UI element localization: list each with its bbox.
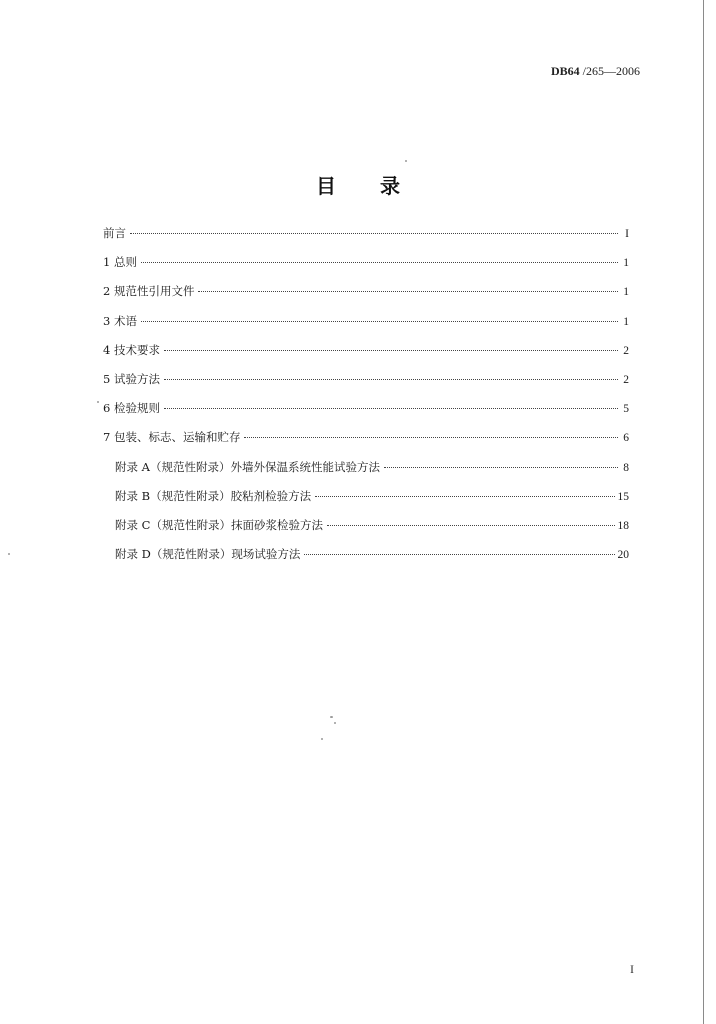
standard-code-prefix: DB64	[550, 64, 580, 78]
toc-entry[interactable]	[103, 399, 629, 428]
toc-entry[interactable]	[103, 282, 629, 311]
toc-entry-page: 1	[623, 257, 629, 270]
toc-entry-label: 1 总则	[103, 255, 137, 270]
toc-entry-label: 2 规范性引用文件	[103, 284, 195, 299]
toc-entry[interactable]	[103, 487, 629, 516]
toc-leader-dots	[198, 279, 618, 292]
toc-leader-dots	[130, 221, 618, 234]
toc-leader-dots	[141, 250, 618, 263]
scan-speck	[334, 722, 336, 724]
toc-entry-label: 6 检验规则	[103, 401, 160, 416]
toc-entry[interactable]	[103, 312, 629, 341]
scan-speck	[321, 738, 323, 740]
toc-entry-label: 5 试验方法	[103, 371, 160, 386]
toc-entry-label: 3 术语	[103, 313, 137, 328]
toc-entry-label: 7 包装、标志、运输和贮存	[103, 430, 241, 445]
toc-leader-dots	[315, 484, 614, 497]
scan-speck	[330, 716, 333, 718]
scan-edge-line	[703, 0, 704, 1024]
toc-entry-label: 4 技术要求	[103, 342, 160, 357]
toc-entry-label: 前言	[103, 226, 126, 240]
toc-leader-dots	[244, 425, 618, 438]
toc-entry-label: 附录 C（规范性附录）抹面砂浆检验方法	[115, 517, 323, 532]
toc-entry-page: 20	[617, 549, 629, 562]
toc-leader-dots	[164, 367, 618, 380]
toc-entry-page: 2	[623, 373, 629, 386]
toc-leader-dots	[141, 309, 618, 322]
toc-entry[interactable]	[103, 458, 629, 487]
toc-entry-page: 2	[623, 344, 629, 357]
toc-leader-dots	[327, 513, 615, 526]
toc-entry-page: 1	[623, 286, 629, 299]
toc-leader-dots	[304, 542, 614, 555]
toc-entry[interactable]	[103, 341, 629, 370]
standard-code-number: /265—2006	[579, 64, 640, 78]
toc-entry-label: 附录 D（规范性附录）现场试验方法	[115, 547, 301, 562]
toc-entry-label: 附录 B（规范性附录）胶粘剂检验方法	[115, 488, 312, 503]
toc-entry[interactable]	[103, 545, 629, 574]
toc-entry[interactable]	[103, 370, 629, 399]
toc-entry-page: 6	[623, 432, 629, 445]
scan-speck	[97, 401, 99, 403]
toc-leader-dots	[164, 338, 618, 351]
toc-entry-page: 5	[623, 403, 629, 416]
standard-code	[551, 64, 640, 79]
toc-leader-dots	[164, 396, 618, 409]
toc-entry-label: 附录 A（规范性附录）外墙外保温系统性能试验方法	[115, 459, 380, 474]
scan-speck	[8, 553, 10, 555]
page-title: 目录	[316, 174, 444, 198]
scan-speck	[405, 160, 407, 162]
toc-entry[interactable]	[103, 428, 629, 457]
toc-entry-page: 18	[617, 519, 629, 532]
toc-entry-page: 1	[623, 315, 629, 328]
toc-leader-dots	[384, 455, 618, 468]
toc-entry[interactable]	[103, 516, 629, 545]
toc-entry-page: 15	[617, 490, 629, 503]
table-of-contents	[103, 224, 629, 574]
toc-entry[interactable]	[103, 224, 629, 253]
toc-entry-page: 8	[623, 461, 629, 474]
page-number: I	[630, 962, 634, 976]
toc-entry[interactable]	[103, 253, 629, 282]
toc-entry-page: I	[625, 228, 629, 240]
